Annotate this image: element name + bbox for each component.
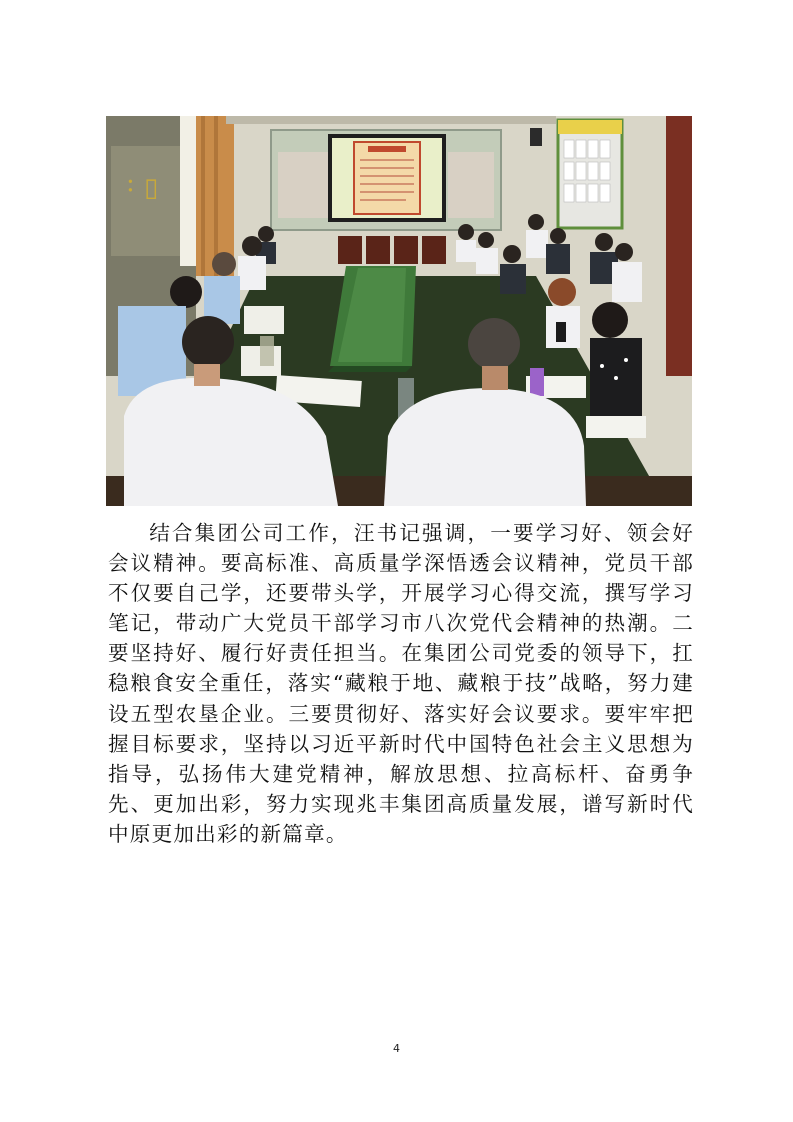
body-paragraph: 结合集团公司工作，汪书记强调，一要学习好、领会好会议精神。要高标准、高质量学深悟透会议精神，党员干部不仅要自己学，还要带头学，开展学习心得交流，撰写学习笔记，带动广大党员干部学习市八次党代会精神的热潮。二要坚持好、履行好责任担当。在集团公司党委的领导下，扛稳粮食安全重任，落实“藏粮于地、藏粮于技”战略，努力建设五型农垦企业。三要贯彻好、落实好会议要求。要牢牢把握目标要求，坚持以习近平新时代中国特色社会主义思想为指导，弘扬伟大建党精神，解放思想、拉高标杆、奋勇争先、更加出彩，努力实现兆丰集团高质量发展，谱写新时代中原更加出彩的新篇章。 <box>108 521 694 846</box>
svg-text:▯: ▯ <box>144 173 159 203</box>
body-paragraph-block <box>108 518 694 849</box>
page-number: 4 <box>393 1042 400 1055</box>
meeting-photo <box>106 116 692 506</box>
svg-text::: : <box>126 168 135 198</box>
